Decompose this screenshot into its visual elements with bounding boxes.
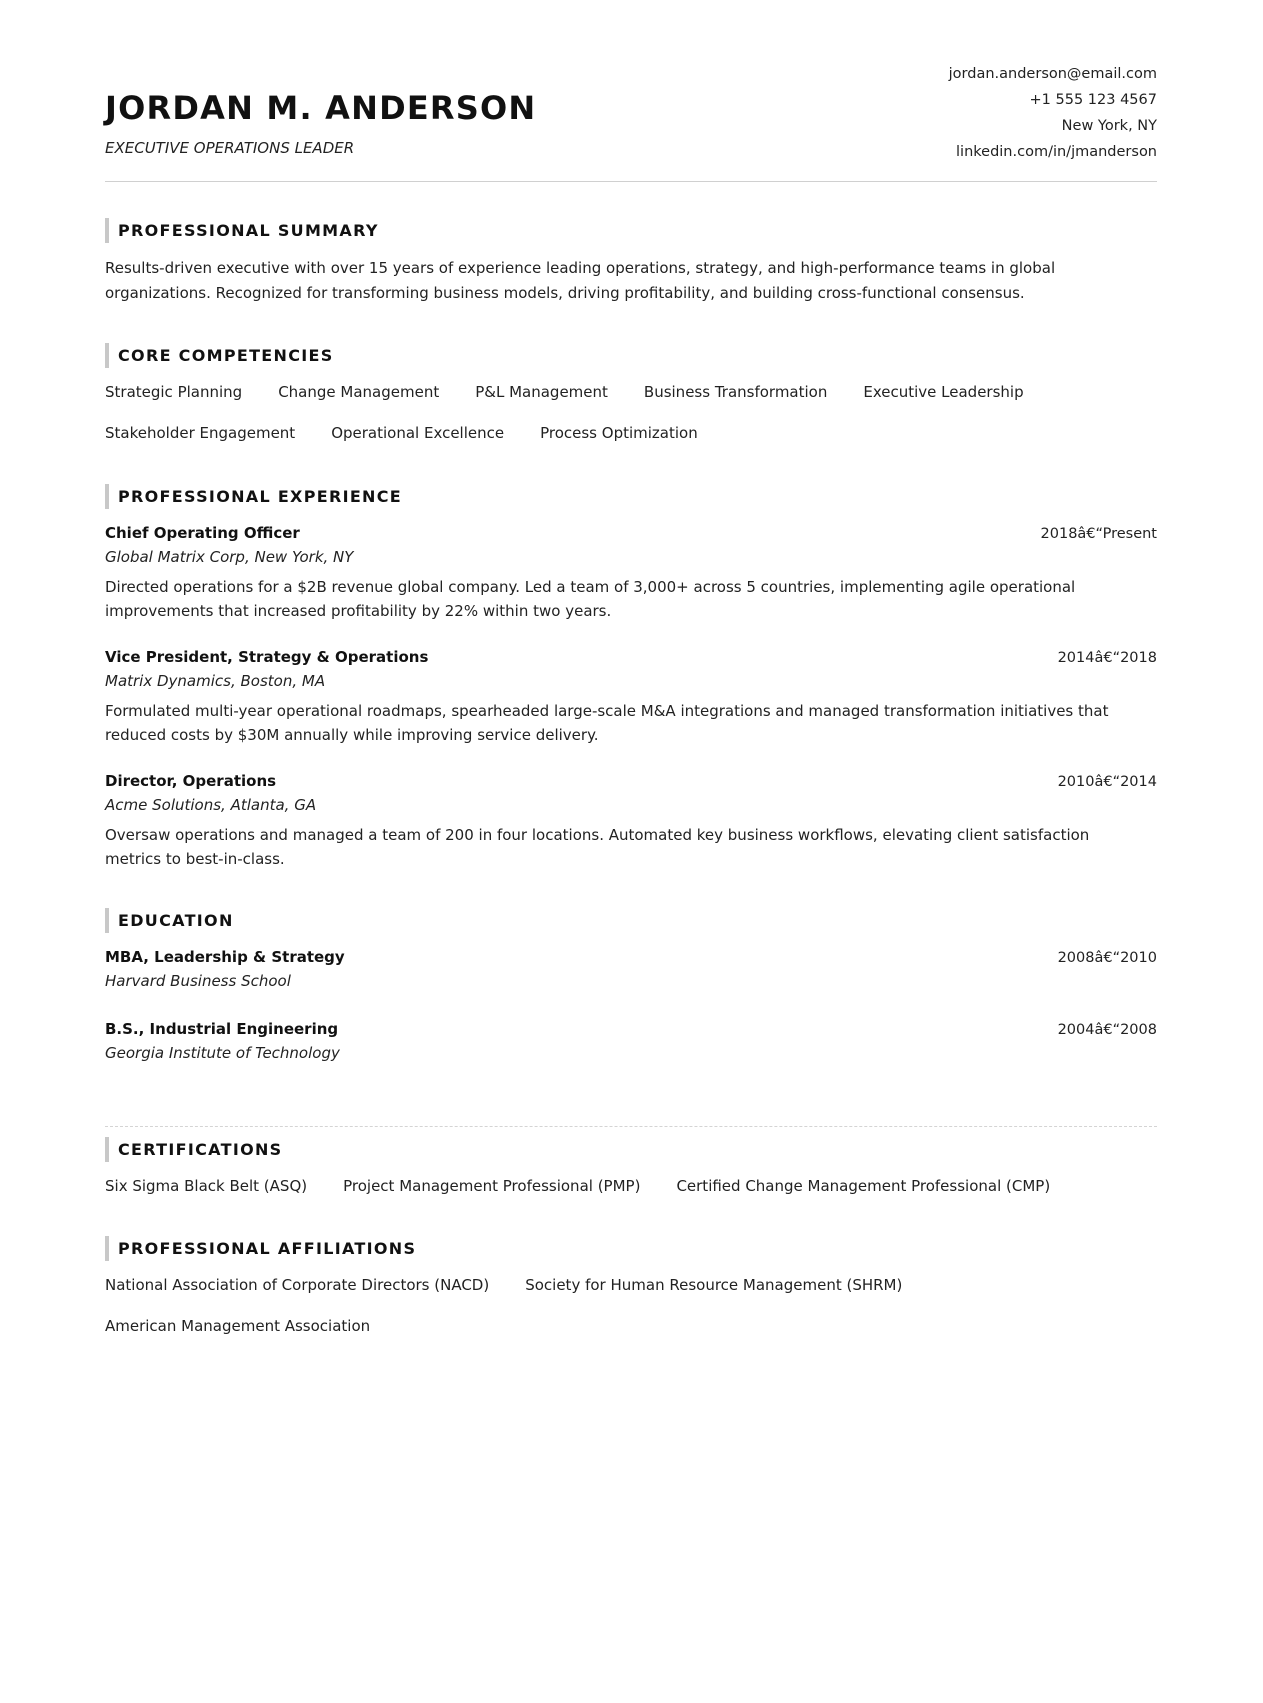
section-heading-certifications: CERTIFICATIONS [105, 1137, 1157, 1162]
degree-dates: 2008â€“2010 [1057, 950, 1157, 966]
contact-block [949, 61, 1157, 165]
section-education [105, 908, 1157, 1065]
competency-item: Executive Leadership [863, 383, 1024, 401]
competency-item: Change Management [278, 383, 440, 401]
resume-header [105, 0, 1157, 182]
job-role: Director, Operations [105, 772, 277, 790]
section-competencies [105, 343, 1157, 454]
competency-item: Business Transformation [643, 383, 828, 401]
contact-location: New York, NY [1061, 118, 1157, 134]
education-entry [105, 1017, 1157, 1065]
certification-item: Certified Change Management Professional (CMP) [676, 1177, 1051, 1195]
section-experience [105, 484, 1157, 871]
competency-item: P&L Management [475, 383, 608, 401]
section-summary [105, 218, 1157, 306]
affiliation-list [105, 1265, 1157, 1347]
experience-entry [105, 645, 1157, 747]
affiliation-item: American Management Association [105, 1317, 371, 1335]
job-description: Oversaw operations and managed a team of 200 in four locations. Automated key business workflows, elevating client satisfaction metrics to best-in-class. [105, 826, 1090, 868]
experience-entry [105, 521, 1157, 623]
contact-email[interactable]: jordan.anderson@email.com [948, 66, 1157, 82]
job-org: Acme Solutions, Atlanta, GA [105, 796, 317, 814]
section-heading-competencies: CORE COMPETENCIES [105, 343, 1157, 368]
competency-item: Operational Excellence [331, 424, 505, 442]
job-description: Directed operations for a $2B revenue global company. Led a team of 3,000+ across 5 countries, implementing agile operational improvements that increased profitability by 22% within two years. [105, 578, 1076, 620]
experience-entry [105, 769, 1157, 871]
job-dates: 2014â€“2018 [1057, 650, 1157, 666]
summary-text: Results-driven executive with over 15 years of experience leading operations, strategy, and high-performance teams in global organizations. Recognized for transforming business models, driving profitability, and building cross-functional consensus. [105, 259, 1056, 302]
job-role: Vice President, Strategy & Operations [105, 648, 429, 666]
section-heading-affiliations: PROFESSIONAL AFFILIATIONS [105, 1236, 1157, 1261]
section-heading-experience: PROFESSIONAL EXPERIENCE [105, 484, 1157, 509]
section-heading-education: EDUCATION [105, 908, 1157, 933]
school-name: Georgia Institute of Technology [105, 1044, 340, 1062]
degree-name: MBA, Leadership & Strategy [105, 948, 345, 966]
affiliation-item: National Association of Corporate Directors (NACD) [105, 1276, 490, 1294]
job-dates: 2018â€“Present [1040, 526, 1157, 542]
school-name: Harvard Business School [105, 972, 291, 990]
section-heading-summary: PROFESSIONAL SUMMARY [105, 218, 1157, 243]
resume-page [105, 0, 1157, 1335]
job-org: Matrix Dynamics, Boston, MA [105, 672, 326, 690]
degree-dates: 2004â€“2008 [1057, 1022, 1157, 1038]
contact-phone: +1 555 123 4567 [1029, 92, 1157, 108]
competency-item: Stakeholder Engagement [105, 424, 296, 442]
competency-item: Strategic Planning [105, 383, 243, 401]
job-org: Global Matrix Corp, New York, NY [105, 548, 354, 566]
job-description: Formulated multi-year operational roadmaps, spearheaded large-scale M&A integrations and managed transformation initiatives that reduced costs by $30M annually while improving service delivery. [105, 702, 1109, 744]
education-entry [105, 945, 1157, 993]
candidate-title: EXECUTIVE OPERATIONS LEADER [105, 139, 355, 157]
job-role: Chief Operating Officer [105, 524, 300, 542]
section-affiliations [105, 1236, 1157, 1347]
candidate-name: JORDAN M. ANDERSON [105, 89, 537, 127]
section-certifications [105, 1137, 1157, 1207]
contact-linkedin[interactable]: linkedin.com/in/jmanderson [956, 144, 1157, 160]
certification-item: Six Sigma Black Belt (ASQ) [105, 1177, 308, 1195]
degree-name: B.S., Industrial Engineering [105, 1020, 339, 1038]
certification-item: Project Management Professional (PMP) [343, 1177, 641, 1195]
job-dates: 2010â€“2014 [1057, 774, 1157, 790]
section-divider [105, 1126, 1157, 1127]
affiliation-item: Society for Human Resource Management (SHRM) [525, 1276, 903, 1294]
certification-list [105, 1166, 1157, 1207]
competency-list [105, 372, 1157, 454]
competency-item: Process Optimization [540, 424, 698, 442]
